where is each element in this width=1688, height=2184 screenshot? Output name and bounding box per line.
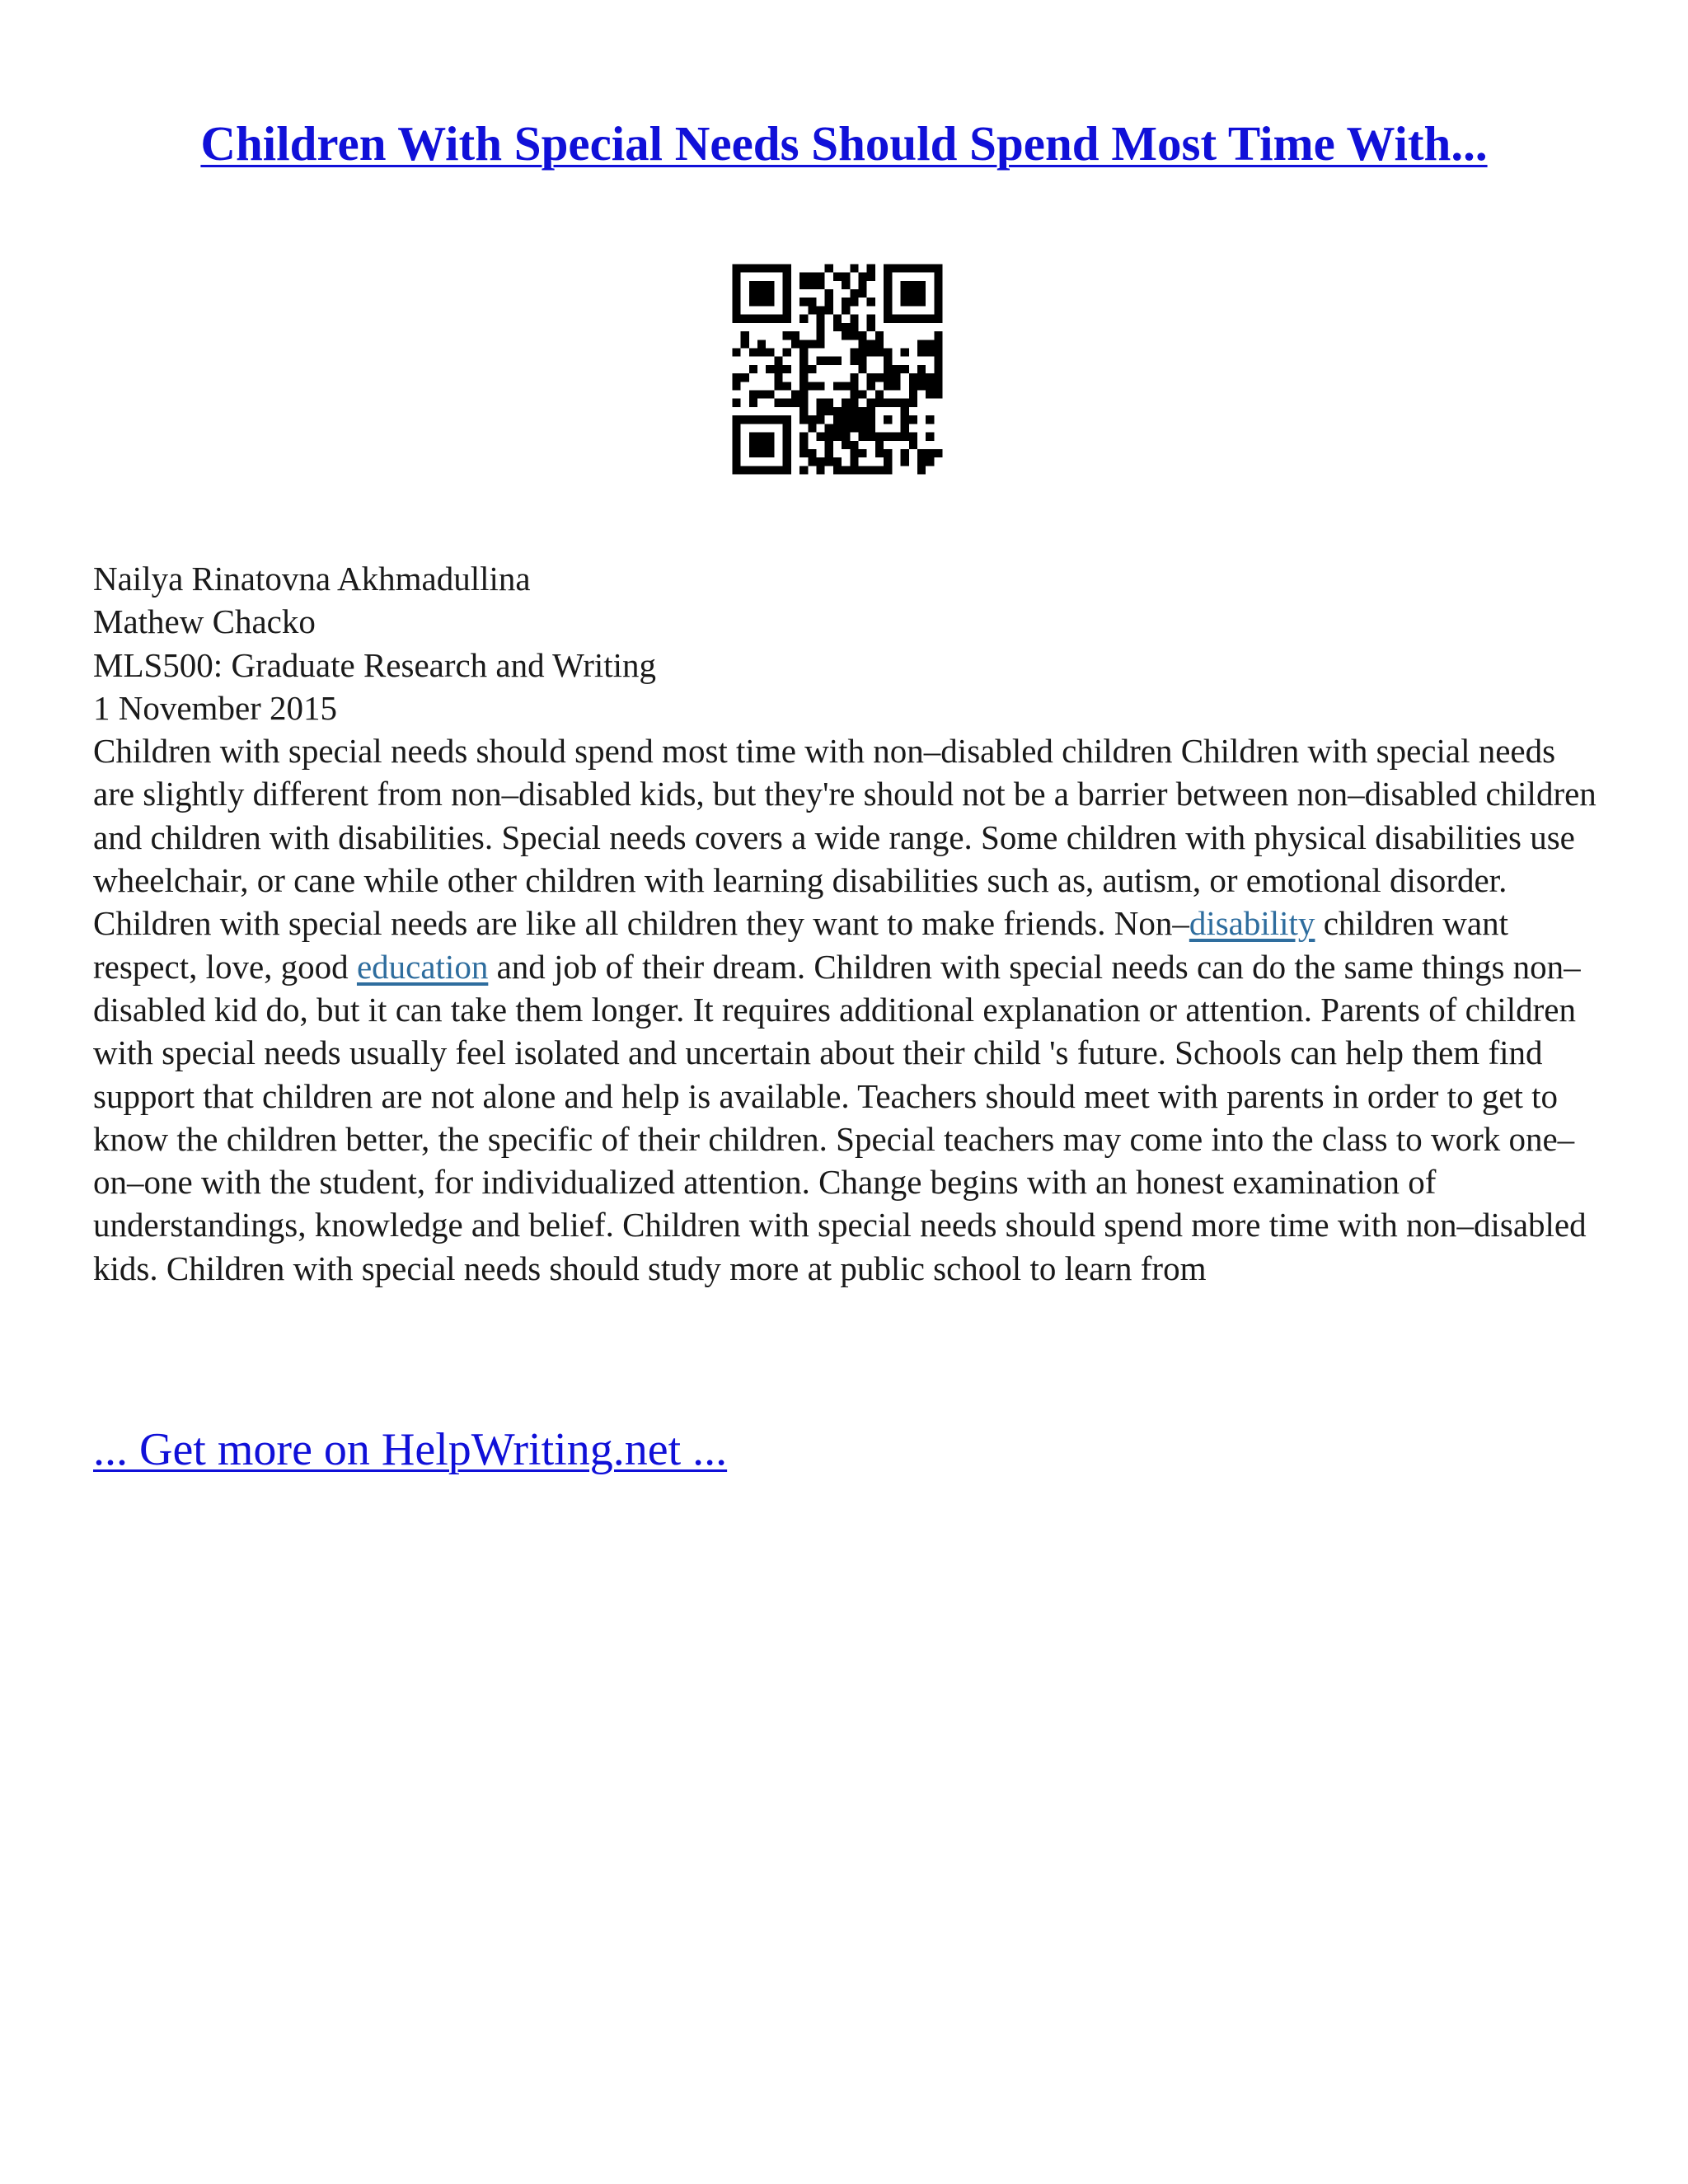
qr-code-icon: [715, 247, 959, 491]
essay-date: 1 November 2015: [93, 688, 338, 727]
instructor-name: Mathew Chacko: [93, 602, 316, 641]
essay-body: [93, 729, 1601, 1290]
title-link[interactable]: Children With Special Needs Should Spend Most Time With...: [200, 116, 1488, 171]
essay-text-part3: and job of their dream. Children with special needs can do the same things non–disabled kid do, but it can take them longer. It requires additional explanation or attention. Parents of children with special needs usually feel isolated and uncertain about their child 's future. Schools can help them find support that children are not alone and help is available. Teachers should meet with parents in order to get to know the children better, the specific of their children. Special teachers may come into the class to work one–on–one with the student, for individualized attention. Change begins with an honest examination of understandings, knowledge and belief. Children with special needs should spend more time with non–disabled kids. Children with special needs should study more at public school to learn from: [93, 947, 1587, 1287]
education-link[interactable]: education: [356, 947, 489, 986]
essay-content: [93, 557, 1601, 1290]
page-title: [0, 114, 1688, 173]
disability-link[interactable]: disability: [1189, 904, 1315, 943]
essay-text-part1: Children with special needs should spend most time with non–disabled children Children with special needs are slightly different from non–disabled kids, but they're should not be a barrier between non–disabled children and children with disabilities. Special needs covers a wide range. Some children with physical disabilities use wheelchair, or cane while other children with learning disabilities such as, autism, or emotional disorder. Children with special needs are like all children they want to make friends. Non–: [93, 732, 1597, 943]
essay-text-part2: children want respect, love, good: [93, 904, 1508, 986]
get-more-container: [93, 1421, 727, 1479]
author-name: Nailya Rinatovna Akhmadullina: [93, 560, 531, 598]
get-more-link[interactable]: ... Get more on HelpWriting.net ...: [93, 1424, 728, 1475]
course-name: MLS500: Graduate Research and Writing: [93, 645, 657, 684]
